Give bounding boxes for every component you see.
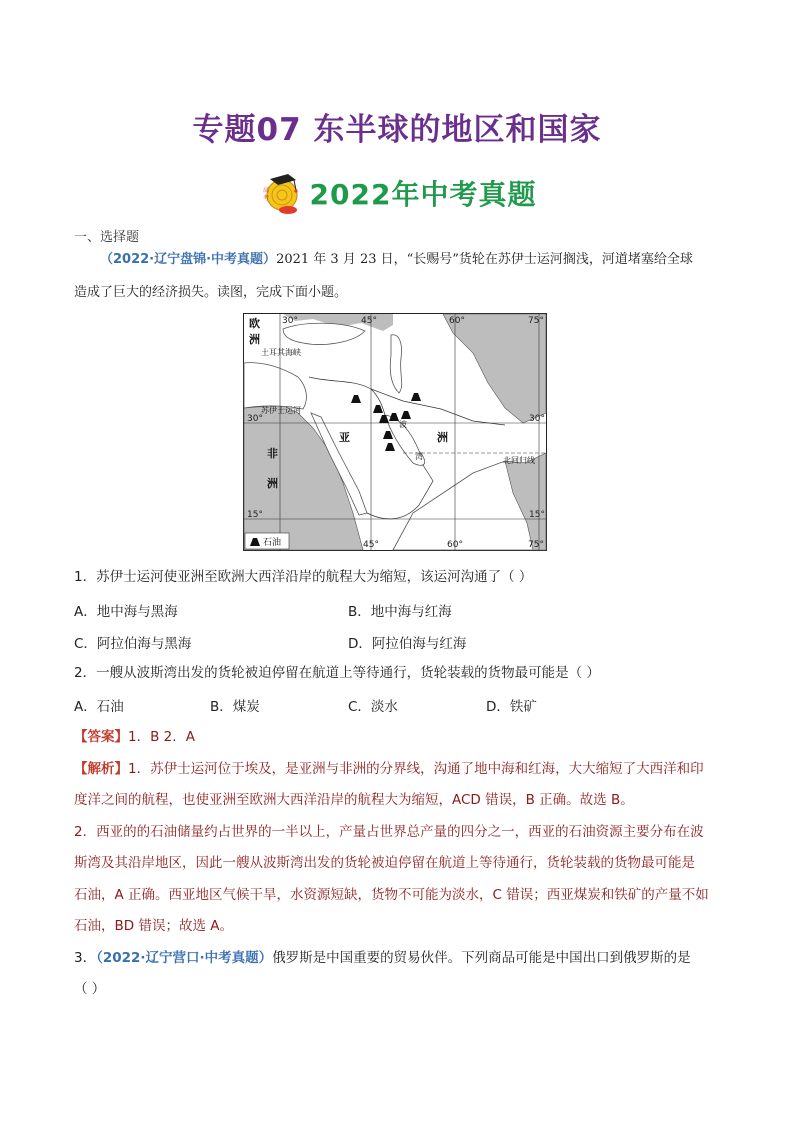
intro-paragraph xyxy=(74,250,734,270)
page-subtitle: 2022年中考真题 xyxy=(309,178,537,211)
answer-line xyxy=(74,727,734,747)
legend-label: 石油 xyxy=(263,538,282,548)
lon-top-75: 75° xyxy=(528,316,544,326)
q1-option-b[interactable]: B．地中海与红海 xyxy=(348,604,452,620)
label-gulf-1: 波 xyxy=(399,420,407,429)
analysis-p1-1: 1．苏伊士运河位于埃及，是亚洲与非洲的分界线，沟通了地中海和红海，大大缩短了大西洋和印 xyxy=(128,761,704,777)
page-title: 专题07 东半球的地区和国家 xyxy=(192,112,602,148)
q3-paren: （ ） xyxy=(74,981,106,997)
analysis-p2-2: 斯湾及其沿岸地区，因此一艘从波斯湾出发的货轮被迫停留在航道上等待通行，货轮装载的货物最可能是 xyxy=(74,855,695,871)
intro-text-2: 造成了巨大的经济损失。读图，完成下面小题。 xyxy=(74,285,348,300)
q2-stem: 2．一艘从波斯湾出发的货轮被迫停留在航道上等待通行，货轮装载的货物最可能是（ ） xyxy=(74,665,600,681)
q1-option-c[interactable]: C．阿拉伯海与黑海 xyxy=(74,636,192,652)
analysis-p2-4: 石油，BD 错误；故选 A。 xyxy=(74,918,233,934)
svg-text:考: 考 xyxy=(262,195,269,202)
label-gulf-2: 湾 xyxy=(415,452,423,461)
label-europe: 欧 xyxy=(249,317,260,330)
scholar-mascot-logo xyxy=(258,170,304,216)
west-asia-map xyxy=(243,313,547,551)
analysis-p2-1: 2．西亚的的石油储量约占世界的一半以上，产量占世界总产量的四分之一，西亚的石油资源主要分布在波 xyxy=(74,824,704,840)
lat-right-15: 15° xyxy=(529,510,545,520)
label-suez: 苏伊士运河 xyxy=(261,406,301,415)
subtitle-row xyxy=(0,170,794,216)
section-heading: 一、选择题 xyxy=(74,230,140,245)
answer-text: 1．B 2．A xyxy=(128,729,195,745)
label-tropic: 北回归线 xyxy=(503,456,535,465)
lat-left-15: 15° xyxy=(247,510,263,520)
svg-text:高: 高 xyxy=(262,187,269,194)
q3-stem-line xyxy=(74,948,734,968)
label-strait: 土耳其海峡 xyxy=(261,348,301,357)
lon-bottom-60: 60° xyxy=(447,540,463,550)
label-africa-2: 洲 xyxy=(267,477,278,490)
label-asia-2: 洲 xyxy=(437,431,448,444)
q1-stem: 1．苏伊士运河使亚洲至欧洲大西洋沿岸的航程大为缩短，该运河沟通了（ ） xyxy=(74,569,533,585)
analysis-tag: 【解析】 xyxy=(74,761,128,777)
q1-option-a[interactable]: A．地中海与黑海 xyxy=(74,604,178,620)
q2-option-d[interactable]: D．铁矿 xyxy=(486,699,537,715)
q3-source: （2022·辽宁营口·中考真题） xyxy=(96,950,273,966)
lon-bottom-45: 45° xyxy=(363,540,379,550)
lon-top-45: 45° xyxy=(361,316,377,326)
lon-top-60: 60° xyxy=(449,316,465,326)
question-source: （2022·辽宁盘锦·中考真题） xyxy=(100,252,277,267)
lon-bottom-75: 75° xyxy=(528,540,544,550)
q3-stem: 俄罗斯是中国重要的贸易伙伴。下列商品可能是中国出口到俄罗斯的是 xyxy=(272,950,691,966)
analysis-p1-2: 度洋之间的航程，也使亚洲至欧洲大西洋沿岸的航程大为缩短，ACD 错误，B 正确。故选 B。 xyxy=(74,792,634,808)
intro-text-1: 2021 年 3 月 23 日，“长赐号”货轮在苏伊士运河搁浅，河道堵塞给全球 xyxy=(276,252,693,267)
label-africa-1: 非 xyxy=(267,447,278,460)
q2-option-a[interactable]: A．石油 xyxy=(74,699,124,715)
answer-tag: 【答案】 xyxy=(74,729,128,745)
analysis-line-1 xyxy=(74,759,734,779)
q2-option-b[interactable]: B．煤炭 xyxy=(210,699,260,715)
q2-option-c[interactable]: C．淡水 xyxy=(348,699,398,715)
lon-top-30: 30° xyxy=(282,316,298,326)
lat-left-30: 30° xyxy=(247,414,263,424)
lat-right-30: 30° xyxy=(529,414,545,424)
label-europe-zhou: 洲 xyxy=(249,333,260,346)
label-asia-1: 亚 xyxy=(339,431,350,444)
q3-number: 3． xyxy=(74,950,97,966)
q1-option-d[interactable]: D．阿拉伯海与红海 xyxy=(348,636,467,652)
analysis-p2-3: 石油，A 正确。西亚地区气候干旱，水资源短缺，货物不可能为淡水，C 错误；西亚煤炭和铁矿的产量不如 xyxy=(74,887,709,903)
